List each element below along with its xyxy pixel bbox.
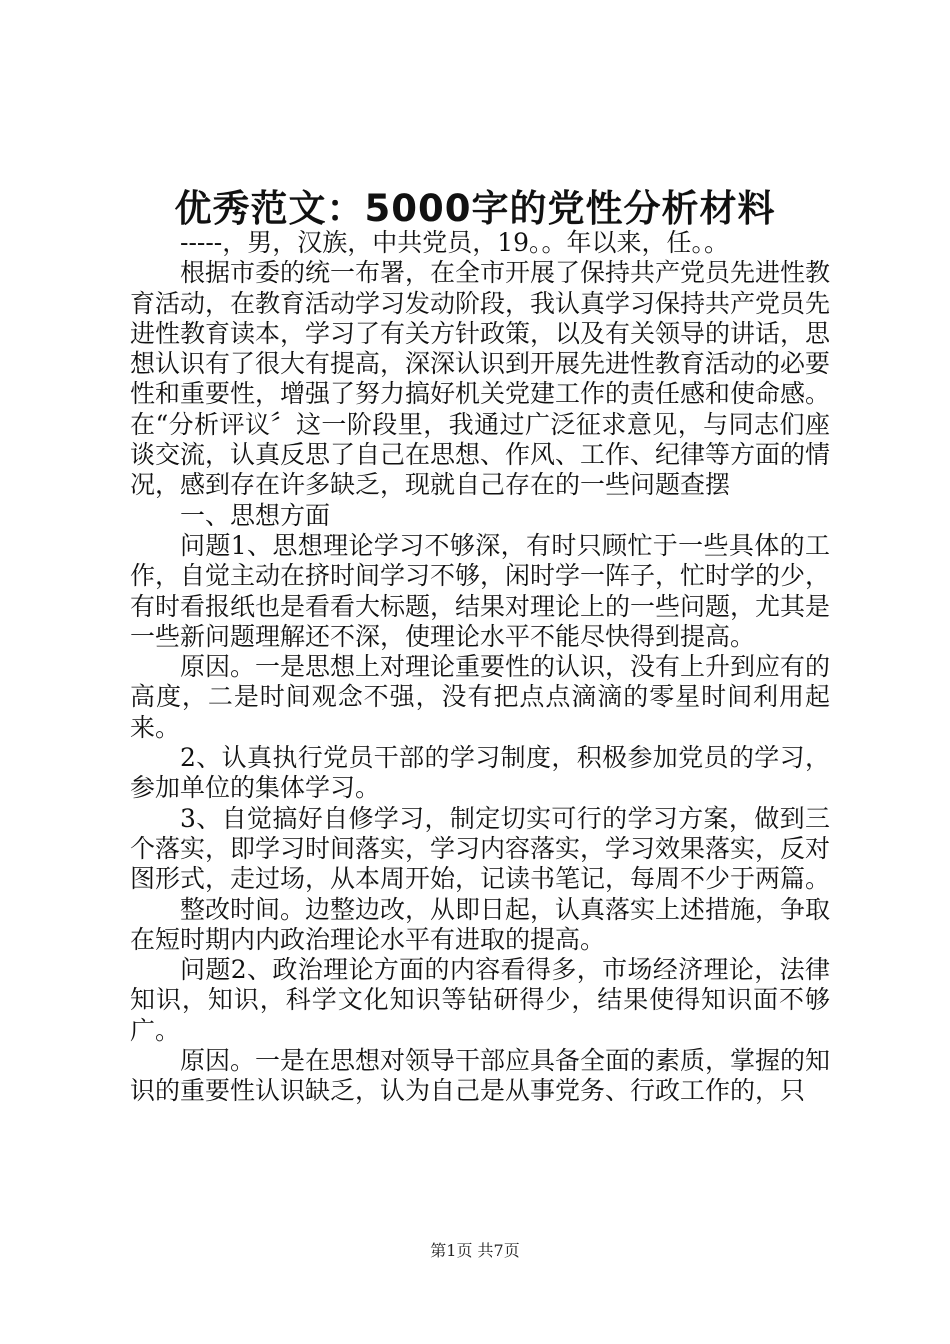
paragraph-measure-3: 3、自觉搞好自修学习，制定切实可行的学习方案，做到三个落实，即学习时间落实，学习内容落实，学习效果落实，反对图形式，走过场，从本周开始，记读书笔记，每周不少于两篇。 [130,803,831,894]
page-footer: 第1页 共7页 [430,1241,520,1260]
paragraph-problem-2: 问题2、政治理论方面的内容看得多，市场经济理论，法律知识，知识，科学文化知识等钻研得少，结果使得知识面不够广。 [130,955,830,1045]
paragraph-cause-2: 原因。一是在思想对领导干部应具备全面的素质，掌握的知识的重要性认识缺乏，认为自己是从事党务、行政工作的，只 [130,1046,831,1106]
paragraph-cause-1: 原因。一是思想上对理论重要性的认识，没有上升到应有的高度，二是时间观念不强，没有把点点滴滴的零星时间利用起来。 [130,652,831,742]
paragraph-measure-2: 2、认真执行党员干部的学习制度，积极参加党员的学习，参加单位的集体学习。 [130,743,830,803]
document-body [130,228,830,1107]
document-title: 优秀范文：5000字的党性分析材料 [174,187,776,230]
paragraph-intro: -----，男，汉族，中共党员，19。。年以来，任。。 [180,228,730,257]
paragraph-background: 根据市委的统一布署，在全市开展了保持共产党员先进性教育活动，在教育活动学习发动阶段，我认真学习保持共产党员先进性教育读本，学习了有关方针政策，以及有关领导的讲话，思想认识有了很大有提高，深深认识到开展先进性教育活动的必要性和重要性，增强了努力搞好机关党建工作的责任感和使命感。在“分析评议〞这一阶段里，我通过广泛征求意见，与同志们座谈交流，认真反思了自己在思想、作风、工作、纪律等方面的情况，感到存在许多缺乏，现就自己存在的一些问题查摆 [130,258,831,500]
paragraph-rectification-time: 整改时间。边整边改，从即日起，认真落实上述措施，争取在短时期内内政治理论水平有进取的提高。 [130,894,831,954]
paragraph-problem-1: 问题1、思想理论学习不够深，有时只顾忙于一些具体的工作，自觉主动在挤时间学习不够，闲时学一阵子，忙时学的少，有时看报纸也是看看大标题，结果对理论上的一些问题，尤其是一些新问题理解还不深，使理论水平不能尽快得到提高。 [130,530,831,651]
section-heading-thought: 一、思想方面 [180,500,331,530]
